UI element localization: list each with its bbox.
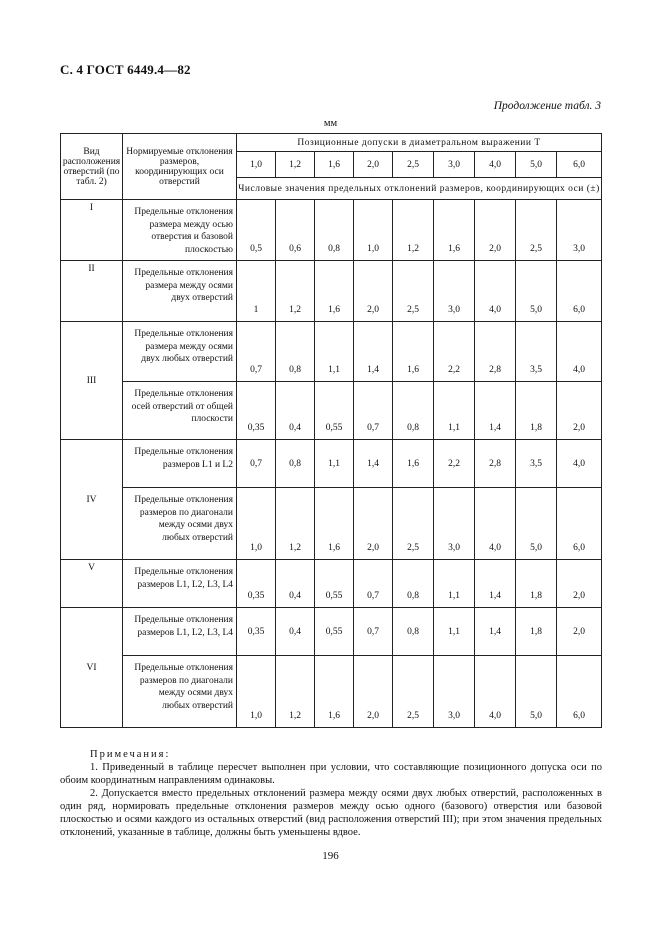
table-row [61, 261, 602, 322]
row-description: Предельные отклонения размеров L1 и L2 [123, 440, 237, 488]
value-cell: 0,8 [393, 560, 434, 608]
table-row [61, 322, 602, 382]
value-cell: 1,0 [354, 200, 393, 261]
value-cell: 2,5 [516, 200, 557, 261]
unit-label: мм [323, 118, 338, 129]
row-description: Предельные отклонения осей отверстий от общей плоскости [123, 382, 237, 440]
value-cell: 1 [237, 261, 276, 322]
value-cell: 0,35 [237, 560, 276, 608]
group-label: III [61, 322, 123, 440]
value-cell: 0,55 [315, 608, 354, 656]
value-cell: 0,8 [276, 322, 315, 382]
value-cell: 1,8 [516, 608, 557, 656]
table-row [61, 656, 602, 728]
notes-title: Примечания: [90, 749, 171, 760]
value-cell: 0,8 [393, 608, 434, 656]
row-description: Предельные отклонения размеров L1, L2, L3, L4 [123, 608, 237, 656]
value-cell: 1,2 [276, 656, 315, 728]
row-description: Предельные отклонения размеров L1, L2, L3, L4 [123, 560, 237, 608]
value-cell: 1,1 [315, 440, 354, 488]
row-description: Предельные отклонения размера между осью отверстия и базовой плоскостью [123, 200, 237, 261]
note-2: 2. Допускается вместо предельных отклонений размера между осями двух любых отверстий, расположенных в один ряд, нормировать предельные отклонения размеров между осью одного (базового) отверстия или базовой плоскостью и осями каждого из остальных отверстий (вид расположения отверстий III); при этом значения предельных отклонений, указанные в таблице, должны быть уменьшены вдвое. [60, 788, 602, 838]
value-cell: 0,8 [315, 200, 354, 261]
group-label: IV [61, 440, 123, 560]
value-cell: 2,0 [354, 656, 393, 728]
tolerance-value: 4,0 [475, 152, 516, 178]
value-cell: 2,2 [434, 440, 475, 488]
value-cell: 2,0 [557, 608, 602, 656]
value-cell: 1,4 [475, 608, 516, 656]
value-cell: 1,4 [354, 322, 393, 382]
tolerance-value: 1,0 [237, 152, 276, 178]
page-number: 196 [322, 850, 339, 862]
value-cell: 6,0 [557, 488, 602, 560]
value-cell: 4,0 [475, 656, 516, 728]
group-label: V [61, 560, 123, 608]
value-cell: 4,0 [475, 488, 516, 560]
value-cell: 0,4 [276, 608, 315, 656]
tolerance-value: 5,0 [516, 152, 557, 178]
value-cell: 2,0 [557, 560, 602, 608]
tolerance-value: 1,6 [315, 152, 354, 178]
value-cell: 2,0 [557, 382, 602, 440]
value-cell: 3,0 [434, 261, 475, 322]
value-cell: 6,0 [557, 656, 602, 728]
value-cell: 0,35 [237, 608, 276, 656]
value-cell: 0,7 [237, 322, 276, 382]
table-row [61, 200, 602, 261]
table-row [61, 560, 602, 608]
table-row [61, 608, 602, 656]
group-label: I [61, 200, 123, 261]
col-header-normalized-deviations: Нормируемые отклонения размеров, координирующих оси отверстий [123, 134, 237, 200]
value-cell: 2,5 [393, 656, 434, 728]
row-description: Предельные отклонения размера между осями двух отверстий [123, 261, 237, 322]
value-cell: 1,1 [434, 382, 475, 440]
value-cell: 1,4 [475, 560, 516, 608]
value-cell: 2,5 [393, 261, 434, 322]
group-label: II [61, 261, 123, 322]
value-cell: 2,0 [354, 261, 393, 322]
value-cell: 4,0 [475, 261, 516, 322]
value-cell: 2,2 [434, 322, 475, 382]
value-cell: 1,4 [354, 440, 393, 488]
notes-section [60, 748, 602, 839]
tolerance-value: 3,0 [434, 152, 475, 178]
value-cell: 0,35 [237, 382, 276, 440]
row-description: Предельные отклонения размеров по диагонали между осями двух любых отверстий [123, 488, 237, 560]
value-cell: 1,0 [237, 488, 276, 560]
value-cell: 0,55 [315, 560, 354, 608]
value-cell: 1,6 [315, 488, 354, 560]
values-header: Числовые значения предельных отклонений размеров, координирующих оси (±) [237, 178, 602, 200]
value-cell: 1,8 [516, 560, 557, 608]
table-row [61, 488, 602, 560]
value-cell: 2,0 [354, 488, 393, 560]
note-1: 1. Приведенный в таблице пересчет выполнен при условии, что составляющие позиционного допуска оси по обоим координатным направлениям одинаковы. [60, 762, 602, 786]
value-cell: 2,8 [475, 440, 516, 488]
page-header: С. 4 ГОСТ 6449.4—82 [60, 62, 191, 77]
value-cell: 2,8 [475, 322, 516, 382]
value-cell: 2,0 [475, 200, 516, 261]
value-cell: 1,6 [393, 440, 434, 488]
tolerance-header: Позиционные допуски в диаметральном выражении T [237, 134, 602, 152]
value-cell: 0,5 [237, 200, 276, 261]
tolerance-value: 1,2 [276, 152, 315, 178]
value-cell: 5,0 [516, 656, 557, 728]
value-cell: 1,6 [434, 200, 475, 261]
value-cell: 2,5 [393, 488, 434, 560]
col-header-hole-arrangement: Вид расположения отверстий (по табл. 2) [61, 134, 123, 200]
value-cell: 6,0 [557, 261, 602, 322]
value-cell: 0,4 [276, 382, 315, 440]
value-cell: 3,0 [434, 488, 475, 560]
value-cell: 3,5 [516, 440, 557, 488]
value-cell: 0,7 [354, 382, 393, 440]
value-cell: 1,2 [276, 488, 315, 560]
tolerance-value: 2,5 [393, 152, 434, 178]
value-cell: 0,7 [237, 440, 276, 488]
value-cell: 1,1 [434, 608, 475, 656]
value-cell: 3,0 [557, 200, 602, 261]
value-cell: 1,1 [434, 560, 475, 608]
value-cell: 0,55 [315, 382, 354, 440]
value-cell: 0,8 [276, 440, 315, 488]
value-cell: 0,7 [354, 608, 393, 656]
value-cell: 1,2 [393, 200, 434, 261]
table-row [61, 382, 602, 440]
value-cell: 0,4 [276, 560, 315, 608]
value-cell: 5,0 [516, 488, 557, 560]
tolerance-table [60, 133, 602, 728]
row-description: Предельные отклонения размеров по диагонали между осями двух любых отверстий [123, 656, 237, 728]
value-cell: 0,6 [276, 200, 315, 261]
tolerance-value: 2,0 [354, 152, 393, 178]
value-cell: 0,8 [393, 382, 434, 440]
group-label: VI [61, 608, 123, 728]
table-continuation-label: Продолжение табл. 3 [493, 100, 601, 112]
value-cell: 0,7 [354, 560, 393, 608]
tolerance-value: 6,0 [557, 152, 602, 178]
value-cell: 1,8 [516, 382, 557, 440]
value-cell: 1,6 [393, 322, 434, 382]
value-cell: 1,4 [475, 382, 516, 440]
value-cell: 1,0 [237, 656, 276, 728]
table-row [61, 440, 602, 488]
value-cell: 5,0 [516, 261, 557, 322]
value-cell: 4,0 [557, 322, 602, 382]
value-cell: 1,6 [315, 656, 354, 728]
value-cell: 3,0 [434, 656, 475, 728]
value-cell: 3,5 [516, 322, 557, 382]
value-cell: 1,6 [315, 261, 354, 322]
value-cell: 1,2 [276, 261, 315, 322]
value-cell: 1,1 [315, 322, 354, 382]
row-description: Предельные отклонения размера между осями двух любых отверстий [123, 322, 237, 382]
value-cell: 4,0 [557, 440, 602, 488]
